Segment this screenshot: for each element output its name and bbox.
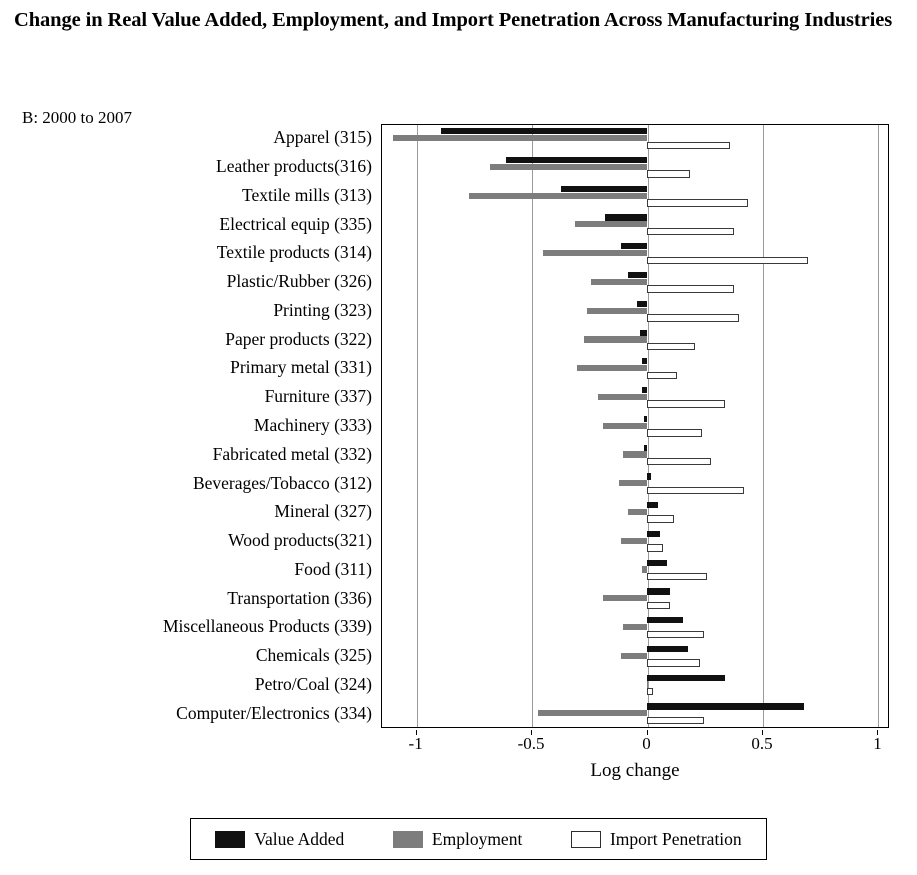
bar-employment xyxy=(591,279,646,285)
bar-import-penetration xyxy=(647,228,735,235)
legend-item-import-penetration xyxy=(571,829,742,850)
category-label: Transportation (336) xyxy=(227,587,372,608)
category-label: Wood products(321) xyxy=(228,530,372,551)
category-label: Chemicals (325) xyxy=(255,645,372,666)
x-tick-label: -0.5 xyxy=(517,734,545,753)
bar-group xyxy=(381,642,889,669)
panel-label: B: 2000 to 2007 xyxy=(22,108,133,127)
category-label: Paper products (322) xyxy=(225,328,372,349)
bar-group xyxy=(381,670,889,697)
bar-group xyxy=(381,555,889,582)
bar-value-added xyxy=(637,301,646,307)
category-label: Fabricated metal (332) xyxy=(212,443,372,464)
bar-employment xyxy=(577,365,646,371)
bar-group xyxy=(381,440,889,467)
bar-import-penetration xyxy=(647,314,739,321)
bar-value-added xyxy=(644,445,646,451)
bar-employment xyxy=(621,538,646,544)
bar-import-penetration xyxy=(647,343,695,350)
bar-group xyxy=(381,498,889,525)
bar-import-penetration xyxy=(647,285,735,292)
bar-import-penetration xyxy=(647,515,675,522)
bar-value-added xyxy=(647,646,689,652)
bar-employment xyxy=(575,221,647,227)
bar-value-added xyxy=(647,675,726,681)
chart-legend xyxy=(190,818,767,860)
bar-import-penetration xyxy=(647,372,677,379)
x-axis-title: Log change xyxy=(590,760,680,781)
bar-group xyxy=(381,153,889,180)
bar-group xyxy=(381,124,889,151)
legend-swatch-employment xyxy=(393,831,423,848)
category-label: Apparel (315) xyxy=(273,127,372,148)
bar-import-penetration xyxy=(647,544,663,551)
bar-group xyxy=(381,412,889,439)
bar-value-added xyxy=(647,560,668,566)
bar-group xyxy=(381,354,889,381)
category-label: Furniture (337) xyxy=(264,386,372,407)
bar-value-added xyxy=(647,617,684,623)
bar-employment xyxy=(538,710,647,716)
category-label: Plastic/Rubber (326) xyxy=(226,271,372,292)
legend-swatch-import-penetration xyxy=(571,831,601,848)
bar-import-penetration xyxy=(647,487,744,494)
bar-import-penetration xyxy=(647,688,654,695)
bar-group xyxy=(381,325,889,352)
category-label: Primary metal (331) xyxy=(230,357,372,378)
bar-group xyxy=(381,297,889,324)
bar-group xyxy=(381,268,889,295)
bar-value-added xyxy=(647,502,659,508)
category-label: Textile products (314) xyxy=(216,242,372,263)
legend-swatch-value-added xyxy=(215,831,245,848)
legend-label-import-penetration: Import Penetration xyxy=(609,828,742,849)
bar-value-added xyxy=(640,330,647,336)
bar-group xyxy=(381,210,889,237)
page-title: Change in Real Value Added, Employment, and Import Penetration Across Manufacturing Industries xyxy=(14,9,893,31)
category-label: Printing (323) xyxy=(273,299,372,320)
bar-import-penetration xyxy=(647,199,749,206)
category-label: Computer/Electronics (334) xyxy=(176,702,372,723)
bar-group xyxy=(381,383,889,410)
bar-employment xyxy=(598,394,646,400)
x-tick-label: 1 xyxy=(873,734,882,753)
bar-value-added xyxy=(621,243,646,249)
bar-employment xyxy=(393,135,647,141)
bar-group xyxy=(381,239,889,266)
legend-item-value-added xyxy=(215,829,344,850)
bar-import-penetration xyxy=(647,429,702,436)
bar-import-penetration xyxy=(647,602,670,609)
bar-employment xyxy=(619,480,647,486)
bar-employment xyxy=(623,451,646,457)
bar-employment xyxy=(490,164,647,170)
bar-value-added xyxy=(647,588,670,594)
bar-value-added xyxy=(441,128,647,134)
bar-import-penetration xyxy=(647,170,691,177)
legend-item-employment xyxy=(393,829,522,850)
bar-employment xyxy=(469,193,647,199)
bar-employment xyxy=(543,250,647,256)
bar-value-added xyxy=(647,703,804,709)
x-tick-label: 0 xyxy=(642,734,651,753)
category-label: Electrical equip (335) xyxy=(219,213,372,234)
x-tick-label: -1 xyxy=(408,734,423,753)
bar-import-penetration xyxy=(647,717,705,724)
bar-import-penetration xyxy=(647,400,726,407)
bar-value-added xyxy=(561,186,646,192)
bar-employment xyxy=(628,509,646,515)
bar-value-added xyxy=(628,272,646,278)
bar-value-added xyxy=(642,358,647,364)
bar-group xyxy=(381,584,889,611)
bar-employment xyxy=(621,653,646,659)
bar-value-added xyxy=(642,387,647,393)
bar-employment xyxy=(603,595,647,601)
legend-label-employment: Employment xyxy=(431,828,523,849)
bar-employment xyxy=(642,566,647,572)
category-label: Textile mills (313) xyxy=(241,184,372,205)
category-label: Miscellaneous Products (339) xyxy=(163,616,372,637)
category-label: Mineral (327) xyxy=(274,501,372,522)
bar-value-added xyxy=(605,214,647,220)
bar-value-added xyxy=(506,157,647,163)
category-axis-labels xyxy=(0,124,372,728)
bar-employment xyxy=(584,336,646,342)
bar-group xyxy=(381,699,889,726)
bar-value-added xyxy=(647,531,661,537)
category-label: Machinery (333) xyxy=(253,415,372,435)
bars-container xyxy=(381,124,889,728)
bar-group xyxy=(381,469,889,496)
bar-group xyxy=(381,527,889,554)
bar-value-added xyxy=(644,416,646,422)
bar-group xyxy=(381,613,889,640)
bar-employment xyxy=(647,681,648,687)
bar-employment xyxy=(623,624,646,630)
bar-group xyxy=(381,182,889,209)
bar-value-added xyxy=(647,473,652,479)
bar-import-penetration xyxy=(647,458,712,465)
bar-employment xyxy=(587,308,647,314)
category-label: Food (311) xyxy=(294,558,372,579)
bar-import-penetration xyxy=(647,142,730,149)
category-label: Leather products(316) xyxy=(216,156,372,177)
category-label: Beverages/Tobacco (312) xyxy=(192,472,372,493)
bar-import-penetration xyxy=(647,257,809,264)
legend-label-value-added: Value Added xyxy=(254,828,345,849)
bar-import-penetration xyxy=(647,659,700,666)
x-axis-ticks xyxy=(381,730,889,756)
bar-employment xyxy=(603,423,647,429)
x-tick-label: 0.5 xyxy=(751,734,773,753)
category-label: Petro/Coal (324) xyxy=(254,673,372,694)
bar-import-penetration xyxy=(647,631,705,638)
bar-import-penetration xyxy=(647,573,707,580)
